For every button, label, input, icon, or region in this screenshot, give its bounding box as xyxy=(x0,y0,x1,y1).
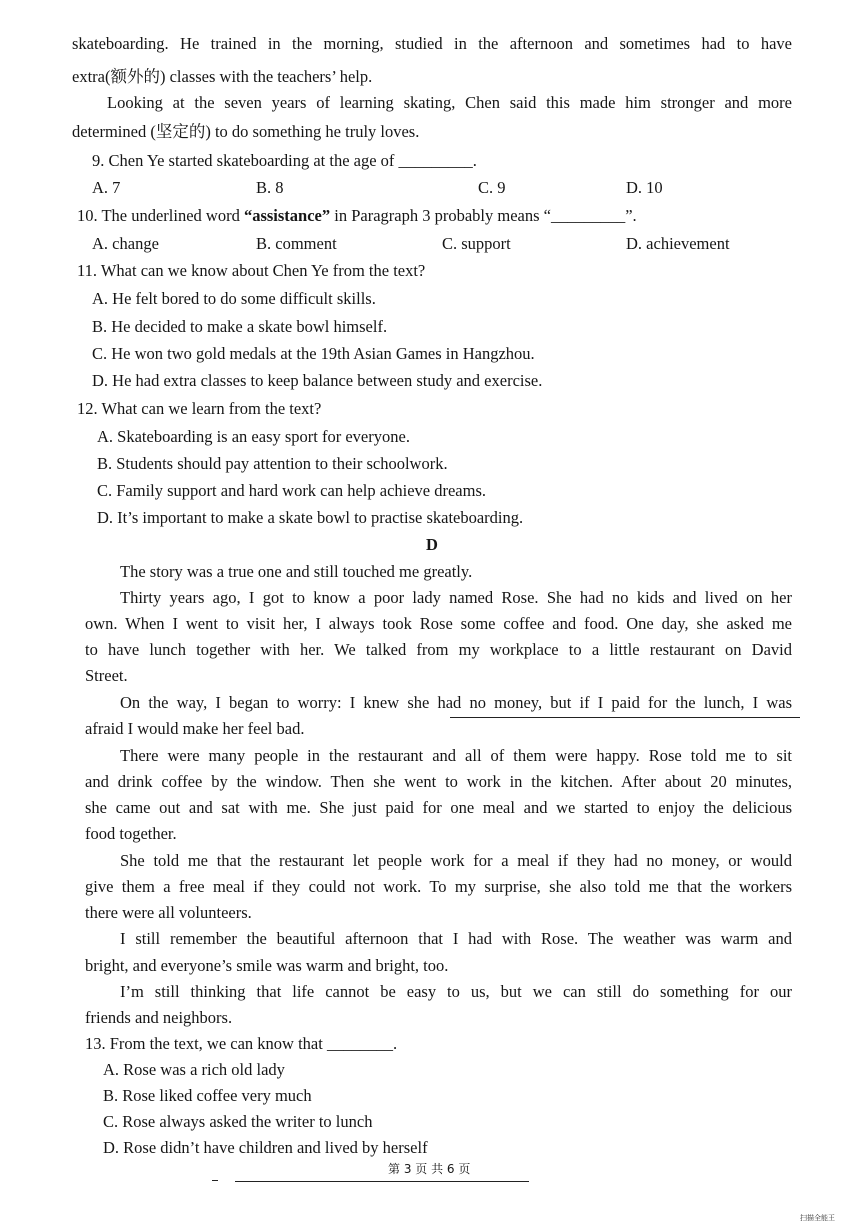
question-10-stem-suffix: in Paragraph 3 probably means “_________”. xyxy=(330,206,637,225)
passage-line: own. When I went to visit her, I always took Rose some coffee and food. One day, she asked me xyxy=(85,614,792,633)
question-9-stem: 9. Chen Ye started skateboarding at the age of _________. xyxy=(92,151,477,170)
passage-line: There were many people in the restaurant and all of them were happy. Rose told me to sit xyxy=(120,746,792,765)
question-10-option-c[interactable]: C. support xyxy=(442,234,511,253)
question-11-option-d[interactable]: D. He had extra classes to keep balance between study and exercise. xyxy=(92,371,543,390)
passage-line: I still remember the beautiful afternoon that I had with Rose. The weather was warm and xyxy=(120,929,792,948)
passage-line: bright, and everyone’s smile was warm and bright, too. xyxy=(85,956,449,975)
reflection-line-2: determined (坚定的) to do something he truly loves. xyxy=(72,122,420,141)
underline-mark xyxy=(450,717,800,718)
footer-rule-dash xyxy=(212,1180,218,1181)
question-11-stem: 11. What can we know about Chen Ye from the text? xyxy=(77,261,426,280)
question-13-option-a[interactable]: A. Rose was a rich old lady xyxy=(103,1060,285,1079)
question-10-option-a[interactable]: A. change xyxy=(92,234,159,253)
question-11-option-c[interactable]: C. He won two gold medals at the 19th Asian Games in Hangzhou. xyxy=(92,344,535,363)
intro-line-1: skateboarding. He trained in the morning, studied in the afternoon and sometimes had to have xyxy=(72,34,792,53)
page-number: 第 3 页 共 6 页 xyxy=(388,1162,471,1176)
passage-line: give them a free meal if they could not work. To my surprise, she also told me that the workers xyxy=(85,877,792,896)
question-12-option-a[interactable]: A. Skateboarding is an easy sport for everyone. xyxy=(97,427,410,446)
passage-line: Street. xyxy=(85,666,128,685)
question-12-option-c[interactable]: C. Family support and hard work can help achieve dreams. xyxy=(97,481,487,500)
question-9-option-a[interactable]: A. 7 xyxy=(92,178,121,197)
question-10-option-b[interactable]: B. comment xyxy=(256,234,337,253)
passage-line: friends and neighbors. xyxy=(85,1008,233,1027)
question-11-option-a[interactable]: A. He felt bored to do some difficult skills. xyxy=(92,289,376,308)
passage-line: The story was a true one and still touched me greatly. xyxy=(120,562,473,581)
question-12-option-b[interactable]: B. Students should pay attention to their schoolwork. xyxy=(97,454,448,473)
question-10-option-d[interactable]: D. achievement xyxy=(626,234,730,253)
reflection-line-1: Looking at the seven years of learning skating, Chen said this made him stronger and more xyxy=(107,93,792,112)
passage-line: there were all volunteers. xyxy=(85,903,252,922)
intro-line-2: extra(额外的) classes with the teachers’ help. xyxy=(72,67,373,86)
question-9-option-b[interactable]: B. 8 xyxy=(256,178,284,197)
section-d-heading: D xyxy=(426,535,438,554)
passage-line: and drink coffee by the window. Then she went to work in the kitchen. After about 20 minutes, xyxy=(85,772,792,791)
passage-line: to have lunch together with her. We talked from my workplace to a little restaurant on David xyxy=(85,640,792,659)
question-11-option-b[interactable]: B. He decided to make a skate bowl himself. xyxy=(92,317,388,336)
question-10-stem xyxy=(77,205,637,227)
question-13-option-b[interactable]: B. Rose liked coffee very much xyxy=(103,1086,312,1105)
passage-line: food together. xyxy=(85,824,177,843)
question-9-option-c[interactable]: C. 9 xyxy=(478,178,506,197)
question-12-option-d[interactable]: D. It’s important to make a skate bowl to practise skateboarding. xyxy=(97,508,524,527)
question-9-option-d[interactable]: D. 10 xyxy=(626,178,663,197)
question-13-option-d[interactable]: D. Rose didn’t have children and lived by herself xyxy=(103,1138,428,1157)
question-10-keyword: “assistance” xyxy=(243,206,331,225)
passage-line: I’m still thinking that life cannot be easy to us, but we can still do something for our xyxy=(120,982,792,1001)
passage-line: On the way, I began to worry: I knew she had no money, but if I paid for the lunch, I was xyxy=(120,693,792,712)
footer-rule xyxy=(235,1181,529,1182)
question-13-option-c[interactable]: C. Rose always asked the writer to lunch xyxy=(103,1112,373,1131)
scanner-watermark: 扫描全能王 xyxy=(800,1214,835,1222)
passage-line: afraid I would make her feel bad. xyxy=(85,719,305,738)
question-10-stem-prefix: 10. The underlined word xyxy=(77,206,244,225)
passage-line: she came out and sat with me. She just paid for one meal and we started to enjoy the delicious xyxy=(85,798,792,817)
passage-line: She told me that the restaurant let people work for a meal if they had no money, or would xyxy=(120,851,792,870)
question-12-stem: 12. What can we learn from the text? xyxy=(77,399,322,418)
passage-line: Thirty years ago, I got to know a poor lady named Rose. She had no kids and lived on her xyxy=(120,588,792,607)
question-13-stem: 13. From the text, we can know that ________. xyxy=(85,1034,398,1053)
